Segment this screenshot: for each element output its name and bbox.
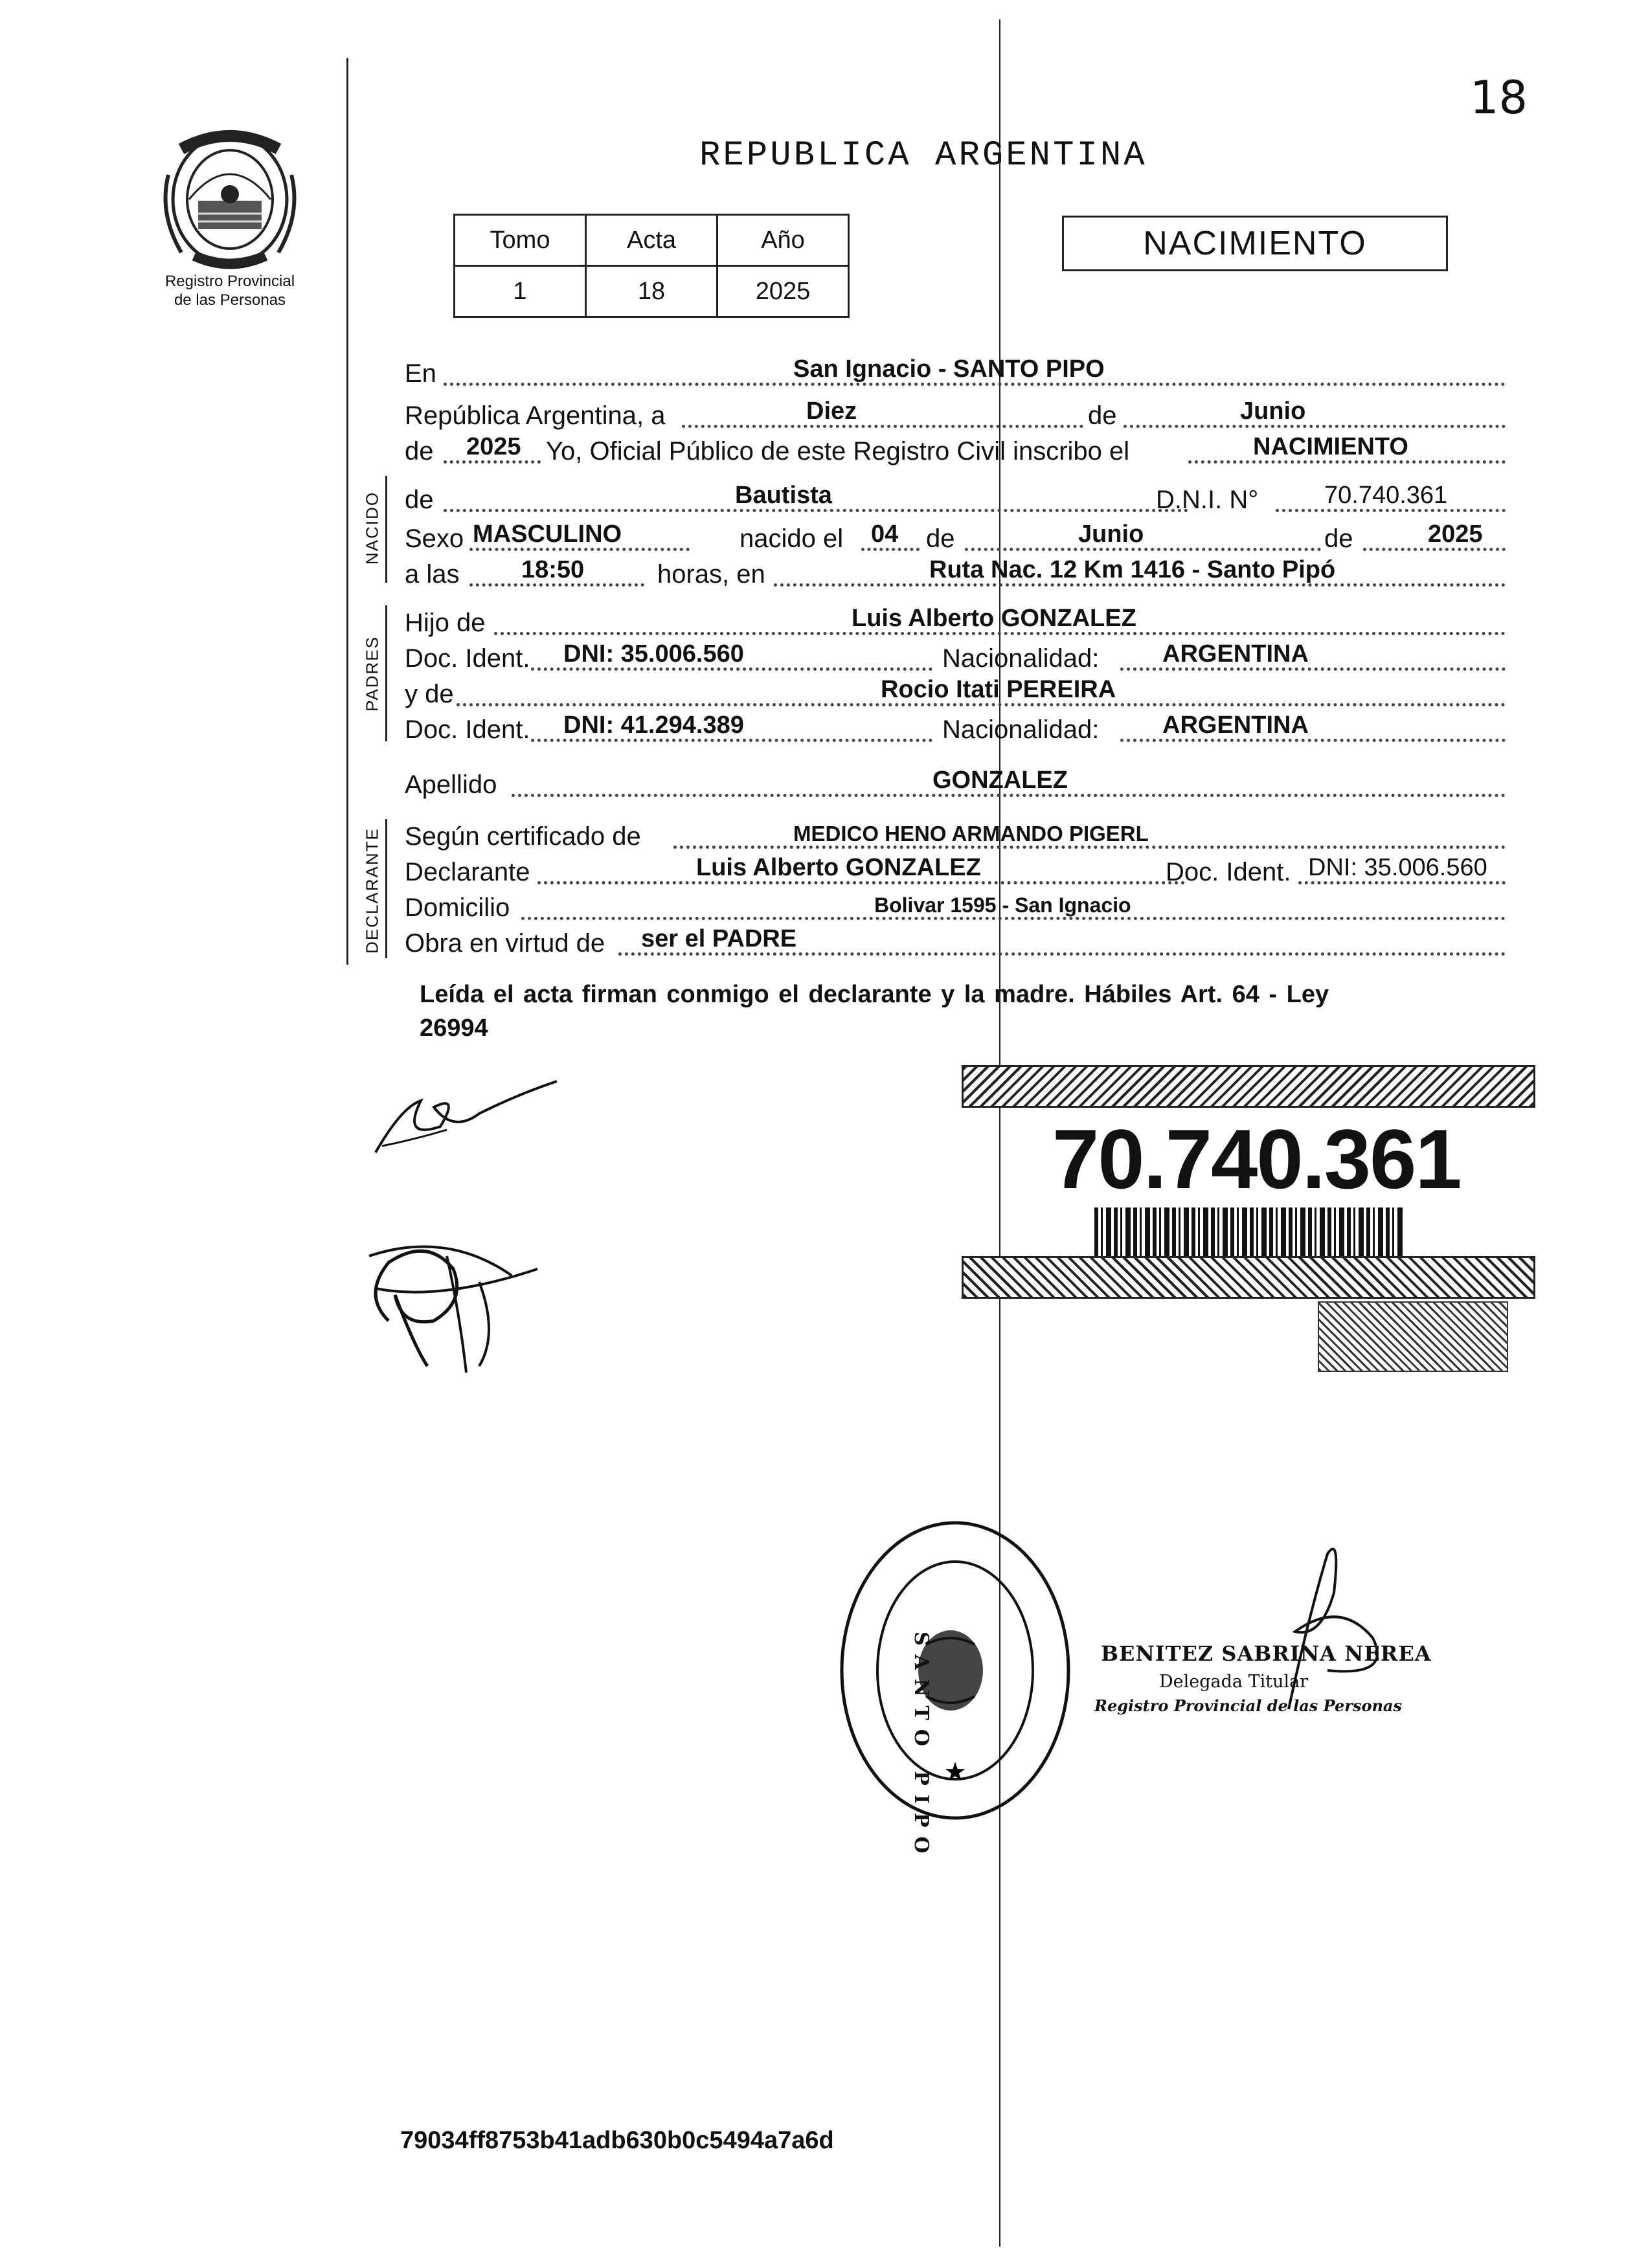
sex-value: MASCULINO — [473, 521, 622, 548]
side-label-declarante: DECLARANTE — [362, 827, 382, 954]
row-year: de 2025 Yo, Oficial Público de este Registro Civil inscribo el NACIMIENTO — [405, 434, 1506, 473]
official-role: Delegada Titular — [1159, 1672, 1309, 1692]
day-value: Diez — [806, 398, 857, 425]
value-ano: 2025 — [717, 266, 849, 317]
father-nationality-value: ARGENTINA — [1162, 640, 1309, 668]
official-name: BENITEZ SABRINA NEREA — [1101, 1641, 1432, 1666]
birth-year-value: 2025 — [1428, 521, 1483, 548]
dni-label — [962, 1065, 1531, 1298]
official-office: Registro Provincial de las Personas — [1094, 1696, 1402, 1715]
row-place: En San Ignacio - SANTO PIPO — [405, 356, 1506, 395]
side-label-nacido: NACIDO — [362, 491, 382, 565]
mother-signature — [350, 1217, 557, 1386]
side-label-padres: PADRES — [362, 636, 382, 712]
value-acta: 18 — [586, 266, 717, 317]
month-value: Junio — [1240, 398, 1306, 425]
row-by-virtue: Obra en virtud de ser el PADRE — [405, 926, 1506, 965]
mother-doc-value: DNI: 41.294.389 — [563, 712, 744, 739]
act-reference-table — [453, 214, 850, 318]
svg-text:★: ★ — [943, 1757, 967, 1787]
birth-time-value: 18:50 — [521, 556, 585, 583]
registry-label: Registro Provincial de las Personas — [164, 273, 295, 309]
father-doc-value: DNI: 35.006.560 — [563, 640, 744, 668]
row-date: República Argentina, a Diez de Junio — [405, 398, 1506, 437]
header-tomo: Tomo — [455, 215, 586, 266]
place-value: San Ignacio - SANTO PIPO — [793, 355, 1105, 383]
address-value: Bolivar 1595 - San Ignacio — [874, 893, 1131, 917]
document-hash: 79034ff8753b41adb630b0c5494a7a6d — [400, 2127, 834, 2154]
left-margin-line — [346, 58, 348, 965]
declarante-bracket — [385, 819, 387, 958]
security-band-bottom — [962, 1256, 1535, 1299]
padres-bracket — [385, 605, 387, 741]
row-time: a las 18:50 horas, en Ruta Nac. 12 Km 1416 - Santo Pipó — [405, 557, 1506, 596]
act-type-box: NACIMIENTO — [1062, 216, 1448, 271]
row-mother: y de Rocio Itati PEREIRA — [405, 677, 1506, 715]
name-value: Bautista — [735, 482, 832, 509]
closing-note: Leída el acta firman conmigo el declarante y la madre. Hábiles Art. 64 - Ley 26994 — [420, 981, 1329, 1042]
birth-day-value: 04 — [871, 521, 899, 548]
row-father-doc: Doc. Ident. DNI: 35.006.560 Nacionalidad: ARGENTINA — [405, 641, 1506, 680]
dni-large-number: 70.740.361 — [1052, 1112, 1461, 1206]
page-number: 18 — [1470, 71, 1528, 124]
row-mother-doc: Doc. Ident. DNI: 41.294.389 Nacionalidad: ARGENTINA — [405, 712, 1506, 751]
provincial-emblem-icon — [155, 123, 304, 272]
document-title: REPUBLICA ARGENTINA — [699, 136, 1147, 175]
header-acta: Acta — [586, 215, 717, 266]
nacido-bracket — [385, 476, 387, 583]
mother-value: Rocio Itati PEREIRA — [881, 676, 1116, 703]
certificate-value: MEDICO HENO ARMANDO PIGERL — [793, 822, 1149, 846]
row-certificate: Según certificado de MEDICO HENO ARMANDO PIGERL — [405, 819, 1506, 858]
row-declarant: Declarante Luis Alberto GONZALEZ Doc. Ident. DNI: 35.006.560 — [405, 855, 1506, 893]
value-tomo: 1 — [455, 266, 586, 317]
declarant-value: Luis Alberto GONZALEZ — [696, 854, 981, 881]
stamp-inner-text: SANTO PIPO — [910, 1632, 932, 1863]
mother-nationality-value: ARGENTINA — [1162, 712, 1309, 739]
security-hologram — [1318, 1301, 1508, 1372]
row-name: de Bautista D.N.I. N° 70.740.361 — [405, 482, 1506, 521]
by-virtue-value: ser el PADRE — [641, 925, 797, 952]
act-kind-value: NACIMIENTO — [1253, 433, 1408, 460]
row-surname: Apellido GONZALEZ — [405, 767, 1506, 806]
birth-place-value: Ruta Nac. 12 Km 1416 - Santo Pipó — [929, 556, 1336, 583]
row-sex: Sexo MASCULINO nacido el 04 de Junio de 2025 — [405, 521, 1506, 560]
official-stamp — [835, 1515, 1075, 1826]
father-value: Luis Alberto GONZALEZ — [852, 605, 1136, 632]
year-value: 2025 — [466, 433, 521, 460]
declarant-signature — [363, 1068, 570, 1165]
surname-value: GONZALEZ — [932, 767, 1068, 794]
header-ano: Año — [717, 215, 849, 266]
security-band-top — [962, 1065, 1535, 1108]
birth-month-value: Junio — [1078, 521, 1144, 548]
row-address: Domicilio Bolivar 1595 - San Ignacio — [405, 890, 1506, 929]
row-father: Hijo de Luis Alberto GONZALEZ — [405, 605, 1506, 644]
dni-value: 70.740.361 — [1324, 482, 1448, 509]
declarant-doc-value: DNI: 35.006.560 — [1308, 854, 1487, 881]
